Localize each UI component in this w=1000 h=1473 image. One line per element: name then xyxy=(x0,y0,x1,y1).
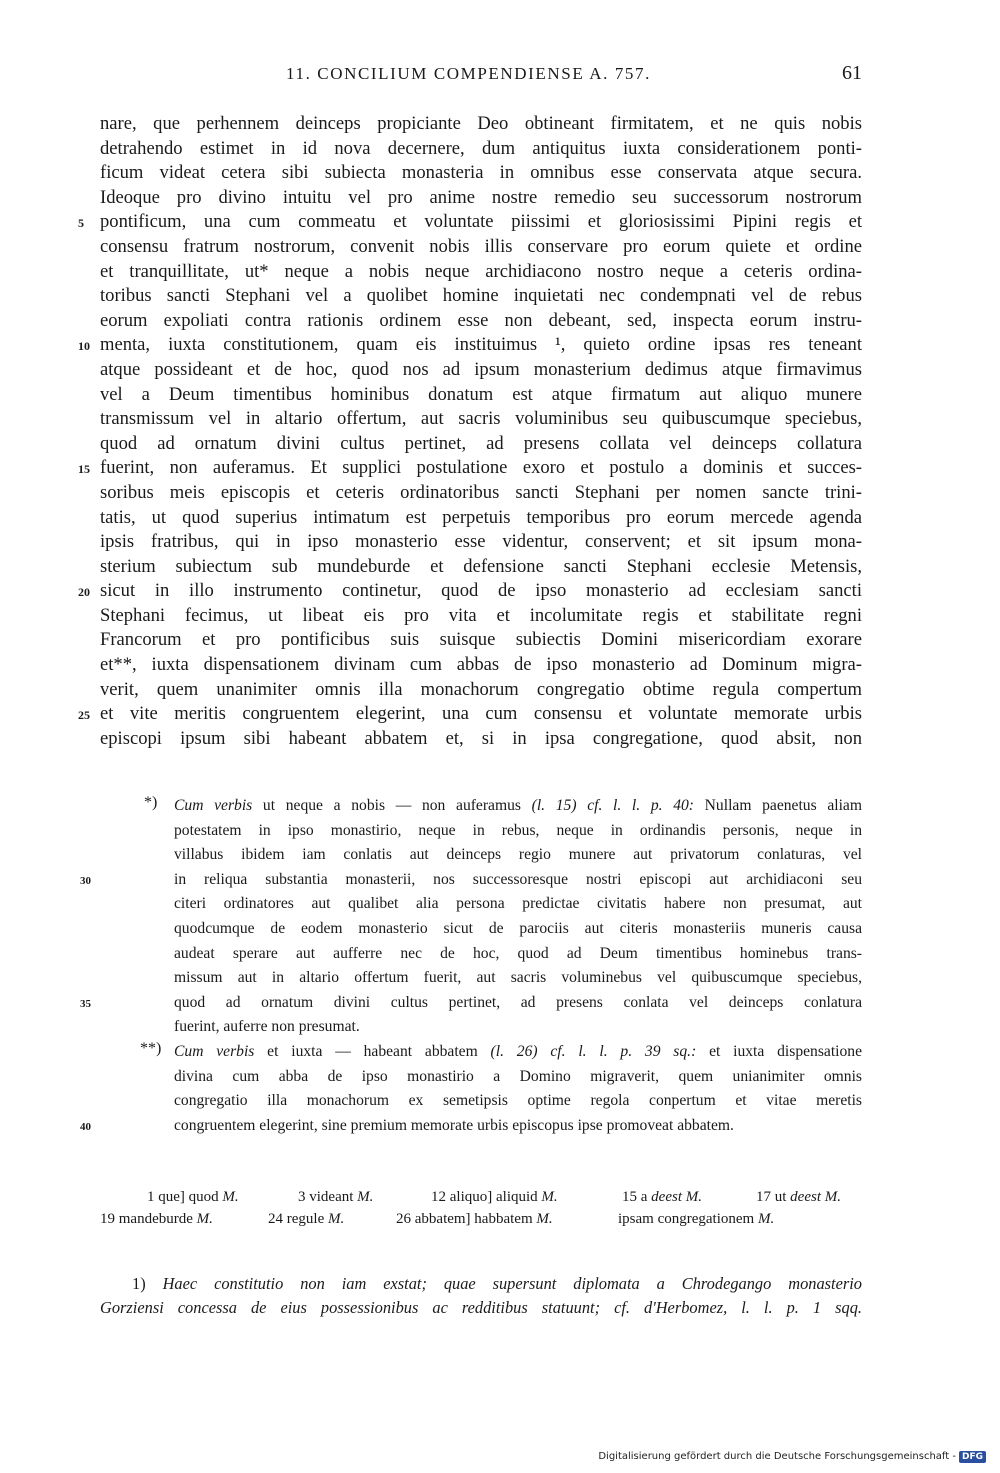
line-number: 20 xyxy=(78,585,90,600)
note1-line xyxy=(174,1015,862,1040)
main-text-line xyxy=(100,284,862,309)
line-text: soribus meis episcopis et ceteris ordinatoribus sancti Stephani per nomen sancte trini- xyxy=(100,481,862,503)
note-line-text: potestatem in ipso monastirio, neque in rebus, neque in ordinandis personis, neque in xyxy=(174,821,862,839)
main-text-line xyxy=(100,678,862,703)
line-text: toribus sancti Stephani vel a quolibet homine inquietati nec condempnati vel de rebus xyxy=(100,285,862,307)
note2-line xyxy=(174,1089,862,1114)
note2-first-text: Cum verbis et iuxta — habeant abbatem (l. 26) cf. l. l. p. 39 sq.: et iuxta dispensatione xyxy=(174,1042,862,1060)
main-text-line xyxy=(100,727,862,752)
line-number: 5 xyxy=(78,216,84,231)
variant-readings xyxy=(100,1186,862,1230)
note1-line xyxy=(174,966,862,991)
line-text: detrahendo estimet in id nova decernere, dum antiquitus iuxta considerationem ponti- xyxy=(100,137,862,159)
main-text-line xyxy=(100,186,862,211)
note-line-text: fuerint, auferre non presumat. xyxy=(174,1018,360,1036)
line-number: 40 xyxy=(80,1120,91,1133)
main-text-line xyxy=(78,579,862,604)
note2-line xyxy=(80,1114,862,1139)
note-line-text: missum aut in altario offertum fuerit, aut sacris voluminebus vel quibuscumque speciebus, xyxy=(174,969,862,987)
note-line-text: divina cum abba de ipso monastirio a Domino migraverit, quem unianimiter omnis xyxy=(174,1067,862,1085)
line-number: 30 xyxy=(80,874,91,887)
line-text: tatis, ut quod superius intimatum est perpetuis temporibus pro eorum mercede agenda xyxy=(100,506,862,528)
main-text-line xyxy=(78,702,862,727)
main-text-line xyxy=(78,210,862,235)
line-text: ipsis fratribus, qui in ipso monasterio esse videntur, conservent; et sit ipsum mona- xyxy=(100,531,862,553)
footnote-number: 1) xyxy=(132,1274,146,1293)
variant-row-2 xyxy=(100,1208,862,1230)
line-text: sterium subiectum sub mundeburde et defensione sancti Stephani ecclesie Metensis, xyxy=(100,555,862,577)
note2-first-line xyxy=(140,1039,862,1065)
variant-reading: 19 mandeburde M. xyxy=(100,1211,213,1227)
page-number: 61 xyxy=(842,62,862,84)
main-text-line xyxy=(78,333,862,358)
line-number: 35 xyxy=(80,997,91,1010)
main-text-line xyxy=(100,530,862,555)
note1-line xyxy=(174,892,862,917)
dfg-logo-icon: DFG xyxy=(959,1451,986,1463)
line-text: ficum videat cetera sibi subiecta monasteria in omnibus esse conservata atque secura. xyxy=(100,162,862,184)
variant-reading: 17 ut deest M. xyxy=(756,1189,841,1205)
main-text-line xyxy=(100,358,862,383)
line-text: et**, iuxta dispensationem divinam cum abbas de ipso monasterio ad Dominum migra- xyxy=(100,654,862,676)
note-line-text: congruentem elegerint, sine premium memorate urbis episcopus ipse promoveat abbatem. xyxy=(174,1116,734,1134)
main-text-line xyxy=(100,383,862,408)
footnote-text-2: Gorziensi concessa de eius possessionibus ac redditibus statuunt; cf. d'Herbomez, l. l. p. 1 sqq. xyxy=(100,1298,862,1317)
line-number: 10 xyxy=(78,339,90,354)
main-text-block xyxy=(78,112,862,751)
variant-reading: 1 que] quod M. xyxy=(147,1189,239,1205)
main-text-line xyxy=(78,456,862,481)
line-text: Stephani fecimus, ut libeat eis pro vita et incolumitate regis et stabilitate regni xyxy=(100,604,862,626)
line-text: atque possideant et de hoc, quod nos ad ipsum monasterium dedimus atque firmavimus xyxy=(100,358,862,380)
main-text-line xyxy=(100,161,862,186)
line-text: transmissum vel in altario offertum, aut sacris voluminibus seu quibuscumque speciebus, xyxy=(100,408,862,430)
main-text-line xyxy=(100,112,862,137)
note1-line xyxy=(80,991,862,1016)
note1-line xyxy=(174,843,862,868)
footnote xyxy=(100,1272,862,1320)
line-text: pontificum, una cum commeatu et voluntate piissimi et gloriosissimi Pipini regis et xyxy=(100,211,862,233)
note1-first-line xyxy=(144,794,862,819)
line-text: Francorum et pro pontificibus suis suisque subiectis Domini misericordiam exorare xyxy=(100,629,862,651)
main-text-line xyxy=(100,506,862,531)
main-text-line xyxy=(100,309,862,334)
marginal-notes xyxy=(80,794,862,1138)
note1-line xyxy=(174,942,862,967)
main-text-line xyxy=(100,653,862,678)
note1-line xyxy=(174,917,862,942)
line-text: et tranquillitate, ut* neque a nobis neque archidiacono nostro neque a ceteris ordina- xyxy=(100,260,862,282)
line-text: quod ad ornatum divini cultus pertinet, ad presens collata vel deinceps collatura xyxy=(100,432,862,454)
variant-reading: ipsam congregationem M. xyxy=(618,1211,775,1227)
note-line-text: in reliqua substantia monasterii, nos successoresque nostri episcopi aut archidiaconi seu xyxy=(174,870,862,888)
line-text: et vite meritis congruentem elegerint, una cum consensu et voluntate memorate urbis xyxy=(100,703,862,725)
note1-first-text: Cum verbis ut neque a nobis — non auferamus (l. 15) cf. l. l. p. 40: Nullam paenetus aliam xyxy=(174,797,862,814)
line-text: Ideoque pro divino intuitu vel pro anime nostre remedio seu successorum nostrorum xyxy=(100,186,862,208)
line-number: 15 xyxy=(78,462,90,477)
variant-reading: 12 aliquo] aliquid M. xyxy=(431,1189,558,1205)
main-text-line xyxy=(100,628,862,653)
note-line-text: quodcumque de eodem monasterio sicut de parociis aut citeris monasteriis muneris causa xyxy=(174,919,862,937)
main-text-line xyxy=(100,604,862,629)
main-text-line xyxy=(100,137,862,162)
main-text-line xyxy=(100,260,862,285)
variant-row-1 xyxy=(100,1186,862,1208)
line-text: fuerint, non auferamus. Et supplici postulatione exoro et postulo a dominis et succes- xyxy=(100,457,862,479)
main-text-line xyxy=(100,432,862,457)
note-line-text: quod ad ornatum divini cultus pertinet, ad presens conlata vel deinceps conlatura xyxy=(174,993,862,1011)
note1-marker: *) xyxy=(144,794,158,811)
main-text-line xyxy=(100,407,862,432)
digitization-credit xyxy=(598,1451,986,1463)
line-text: episcopi ipsum sibi habeant abbatem et, si in ipsa congregatione, quod absit, non xyxy=(100,727,862,749)
note-line-text: congregatio illa monachorum ex semetipsis optime regola conpertum et vitae meretis xyxy=(174,1092,862,1110)
variant-reading: 3 videant M. xyxy=(298,1189,374,1205)
note-line-text: audeat sperare aut aufferre nec de hoc, quod ad Deum timentibus hominebus trans- xyxy=(174,944,862,962)
main-text-line xyxy=(100,235,862,260)
header-title: 11. CONCILIUM COMPENDIENSE A. 757. xyxy=(286,64,651,83)
variant-reading: 15 a deest M. xyxy=(622,1189,702,1205)
note-line-text: villabus ibidem iam conlatis aut deinceps regio munere aut privatorum conlaturas, vel xyxy=(174,846,862,864)
line-text: verit, quem unanimiter omnis illa monachorum congregatio obtime regula compertum xyxy=(100,678,862,700)
footnote-line-1 xyxy=(100,1272,862,1296)
footnote-line-2 xyxy=(100,1296,862,1320)
main-text-line xyxy=(100,555,862,580)
note2-line xyxy=(174,1065,862,1090)
running-header xyxy=(100,64,862,94)
line-text: consensu fratrum nostrorum, convenit nobis illis conservare pro eorum quiete et ordine xyxy=(100,235,862,257)
variant-reading: 24 regule M. xyxy=(268,1211,345,1227)
line-text: vel a Deum timentibus hominibus donatum est atque firmatum aut aliquo munere xyxy=(100,383,862,405)
footnote-text-1: Haec constitutio non iam exstat; quae supersunt diplomata a Chrodegango monasterio xyxy=(145,1274,862,1293)
credit-text: Digitalisierung gefördert durch die Deutsche Forschungsgemeinschaft - xyxy=(598,1451,956,1462)
line-number: 25 xyxy=(78,708,90,723)
note1-line xyxy=(174,819,862,844)
main-text-line xyxy=(100,481,862,506)
line-text: menta, iuxta constitutionem, quam eis instituimus ¹, quieto ordine ipsas res teneant xyxy=(100,334,862,356)
variant-reading: 26 abbatem] habbatem M. xyxy=(396,1211,553,1227)
note1-line xyxy=(80,868,862,893)
note2-marker: **) xyxy=(140,1039,162,1057)
line-text: sicut in illo instrumento continetur, quod de ipso monasterio ad ecclesiam sancti xyxy=(100,580,862,602)
line-text: nare, que perhennem deinceps propiciante Deo obtineant firmitatem, et ne quis nobis xyxy=(100,113,862,134)
note-line-text: citeri ordinatores aut qualibet alia persona predictae civitatis habere non presumat, aut xyxy=(174,895,862,913)
line-text: eorum expoliati contra rationis ordinem esse non debeant, sed, inspecta eorum instru- xyxy=(100,309,862,331)
